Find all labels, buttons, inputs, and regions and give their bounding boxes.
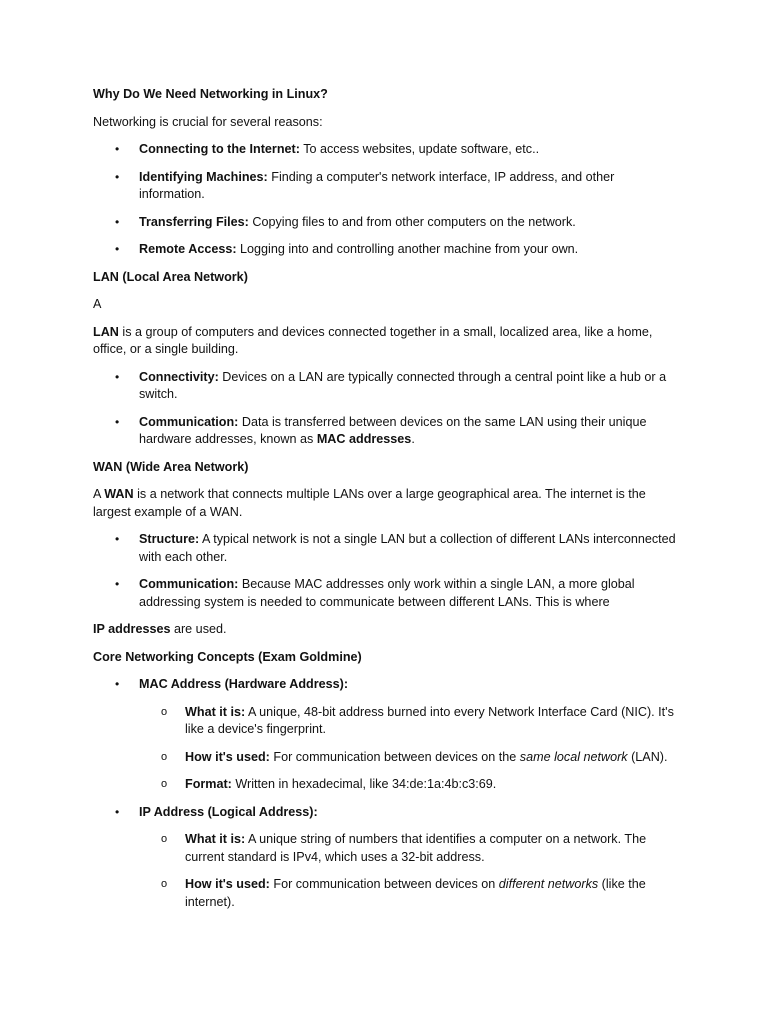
bullet-icon: • (115, 414, 120, 429)
wan-term: WAN (104, 487, 134, 501)
bullet-icon: • (115, 214, 120, 229)
list-item (93, 214, 683, 232)
item-tail: (like the internet). (185, 877, 646, 909)
lan-definition-text: is a group of computers and devices connected together in a small, localized area, like a home, office, or a single building. (93, 324, 653, 356)
sub-list-item (139, 776, 683, 794)
item-text: For communication between devices on (269, 877, 499, 891)
bullet-icon: • (115, 677, 120, 691)
item-text: A typical network is not a single LAN but a collection of different LANs interconnected with each other. (139, 532, 676, 564)
reasons-list (93, 141, 683, 259)
bullet-icon: • (115, 242, 120, 256)
item-label: Format: (185, 777, 232, 791)
sub-list-item (139, 876, 683, 911)
list-item (93, 676, 683, 794)
list-item (93, 576, 683, 611)
document-body (93, 86, 683, 921)
list-item (93, 414, 683, 449)
item-text: A unique string of numbers that identifies a computer on a network. The current standard is IPv4, which uses a 32-bit address. (185, 832, 647, 864)
page-title: Why Do We Need Networking in Linux? (93, 87, 328, 101)
item-label: Remote Access: (139, 242, 237, 256)
item-label: What it is: (185, 704, 246, 719)
bullet-icon: • (115, 532, 120, 546)
mac-addresses-term: MAC addresses (316, 432, 412, 446)
wan-heading: WAN (Wide Area Network) (93, 459, 249, 474)
item-label: How it's used: (185, 877, 270, 891)
mac-sublist (139, 704, 683, 794)
item-label: Structure: (139, 532, 200, 546)
sub-list-item (139, 704, 683, 739)
lan-heading: LAN (Local Area Network) (93, 269, 248, 284)
bullet-icon: • (115, 804, 120, 819)
item-text: Finding a computer's network interface, IP address, and other information. (139, 169, 615, 201)
item-label: What it is: (185, 832, 246, 846)
item-label: Connectivity: (139, 369, 219, 384)
list-item (93, 141, 683, 159)
sub-list-item (139, 831, 683, 866)
item-italic: different networks (498, 877, 599, 891)
ip-address-title: IP Address (Logical Address): (139, 804, 318, 819)
lan-stray-text: A (93, 297, 102, 311)
core-list (93, 676, 683, 911)
item-text: Written in hexadecimal, like 34:de:1a:4b:c3:69. (231, 777, 497, 791)
circle-bullet-icon: o (161, 833, 168, 845)
item-tail: . (411, 432, 415, 446)
ip-sublist (139, 831, 683, 911)
item-label: Connecting to the Internet: (139, 142, 300, 156)
item-text: Logging into and controlling another machine from your own. (236, 242, 579, 256)
item-label: Transferring Files: (139, 214, 249, 229)
item-text: Data is transferred between devices on the same LAN using their unique hardware addresses, known as (139, 414, 647, 446)
item-tail: (LAN). (627, 749, 668, 764)
bullet-icon: • (115, 169, 120, 184)
list-item (93, 369, 683, 404)
mac-address-title: MAC Address (Hardware Address): (139, 677, 349, 691)
ip-addresses-paragraph (93, 621, 683, 639)
item-text: Devices on a LAN are typically connected through a central point like a hub or a switch. (139, 369, 667, 401)
lan-list (93, 369, 683, 449)
lan-definition (93, 324, 683, 359)
circle-bullet-icon: o (161, 750, 168, 763)
wan-list (93, 531, 683, 611)
circle-bullet-icon: o (161, 778, 168, 790)
list-item (93, 531, 683, 566)
item-text: Because MAC addresses only work within a single LAN, a more global addressing system is needed to communicate between different LANs. This is where (139, 577, 635, 609)
bullet-icon: • (115, 577, 120, 591)
list-item (93, 169, 683, 204)
sub-list-item (139, 749, 683, 767)
intro-paragraph: Networking is crucial for several reasons: (93, 114, 323, 129)
circle-bullet-icon: o (161, 705, 168, 718)
item-label: Communication: (139, 414, 239, 429)
core-heading: Core Networking Concepts (Exam Goldmine) (93, 649, 362, 664)
item-label: Identifying Machines: (139, 169, 268, 184)
wan-prefix: A (93, 487, 105, 501)
wan-definition (93, 486, 683, 521)
item-text: Copying files to and from other computers on the network. (248, 214, 576, 229)
item-label: How it's used: (185, 749, 270, 764)
item-italic: same local network (519, 749, 628, 764)
list-item (93, 804, 683, 912)
wan-definition-text: is a network that connects multiple LANs over a large geographical area. The internet is the largest example of a WAN. (93, 487, 646, 519)
ip-addresses-term: IP addresses (93, 622, 171, 636)
item-text: To access websites, update software, etc.. (299, 142, 540, 156)
item-text: A unique, 48-bit address burned into every Network Interface Card (NIC). It's like a device's fingerprint. (185, 704, 674, 736)
circle-bullet-icon: o (161, 878, 168, 890)
item-text: For communication between devices on the (269, 749, 520, 764)
ip-addresses-text: are used. (170, 622, 227, 636)
bullet-icon: • (115, 142, 120, 156)
list-item (93, 241, 683, 259)
bullet-icon: • (115, 369, 120, 384)
lan-term: LAN (93, 324, 119, 339)
item-label: Communication: (139, 577, 239, 591)
